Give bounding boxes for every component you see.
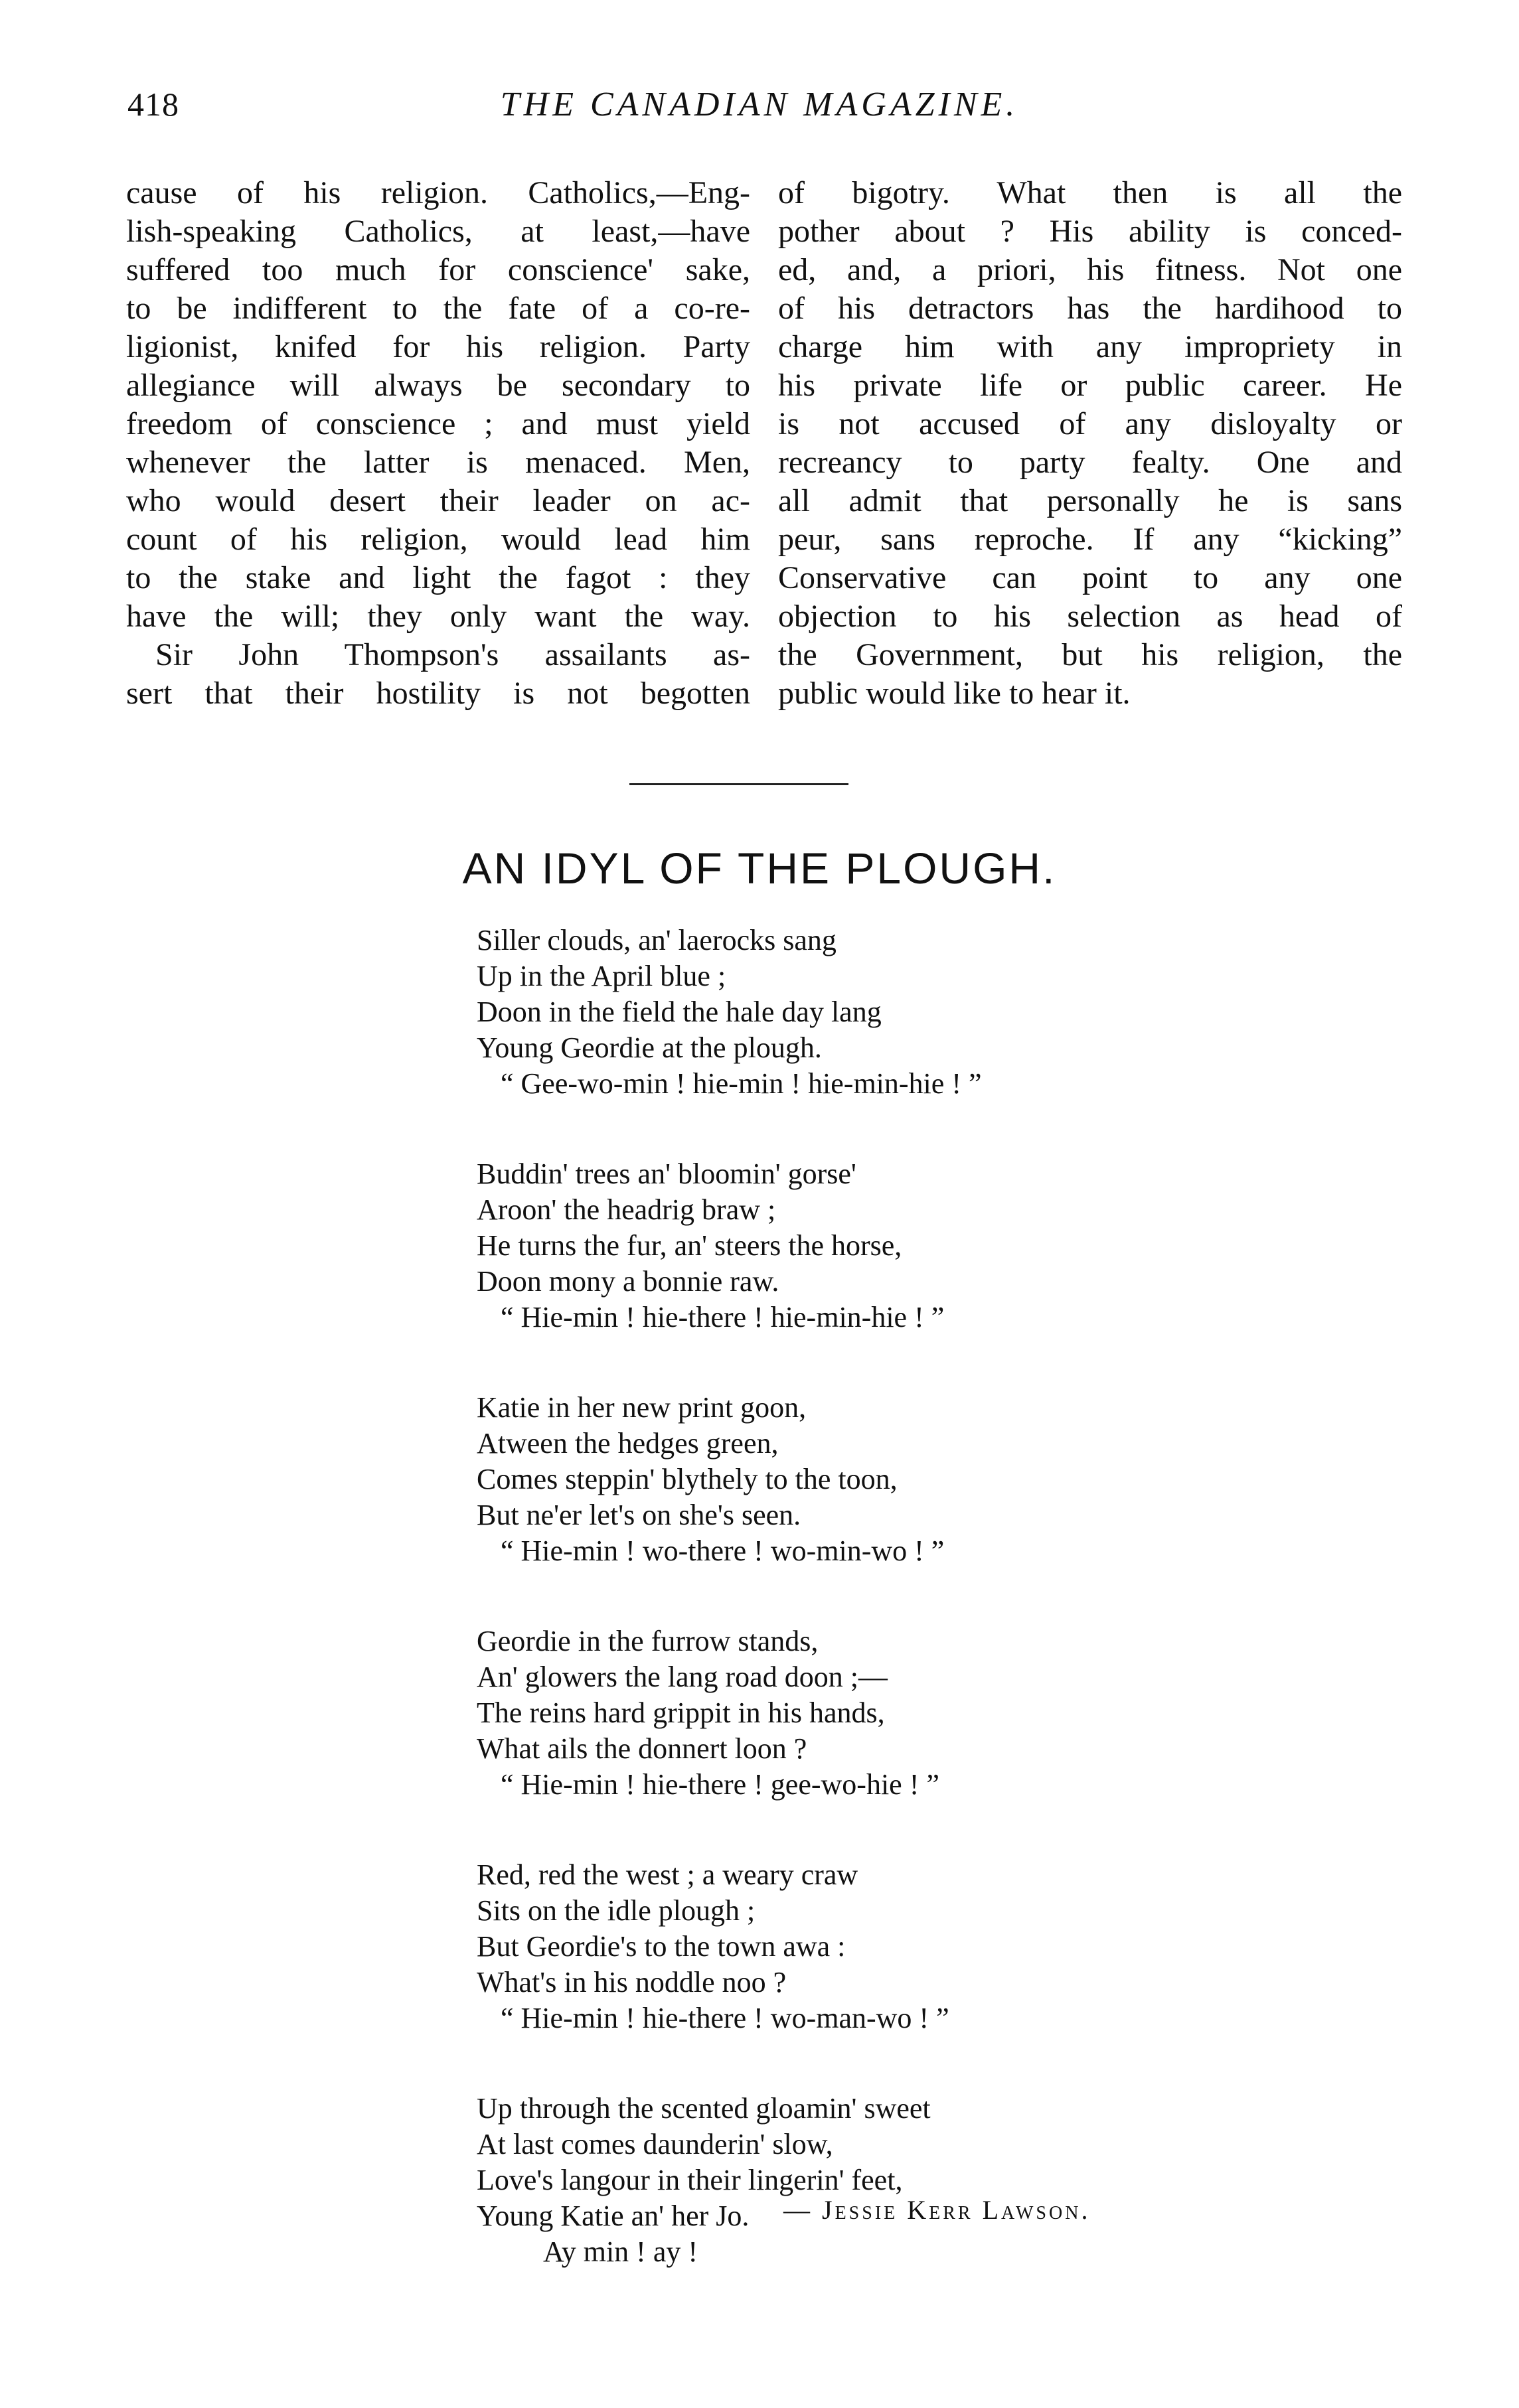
poem-line: Katie in her new print goon, (477, 1391, 807, 1424)
text-line: ligionist, knifed for his religion. Party (126, 329, 750, 364)
poem-line: He turns the fur, an' steers the horse, (477, 1229, 902, 1262)
text-line: whenever the latter is menaced. Men, (126, 445, 750, 480)
poem-line: Doon in the field the hale day lang (477, 996, 882, 1028)
poem-refrain: “ Gee-wo-min ! hie-min ! hie-min-hie ! ” (501, 1067, 982, 1100)
text-line: count of his religion, would lead him (126, 522, 750, 557)
text-line: Conservative can point to any one (778, 560, 1402, 595)
text-line: cause of his religion. Catholics,—Eng- (126, 175, 750, 210)
text-line: who would desert their leader on ac- (126, 483, 750, 518)
poem-stanza (477, 2091, 1207, 2270)
poem-line: But ne'er let's on she's seen. (477, 1499, 801, 1531)
poem-line: Sits on the idle plough ; (477, 1894, 756, 1927)
text-line: his private life or public career. He (778, 368, 1402, 403)
text-line: to be indifferent to the fate of a co-re- (126, 291, 750, 326)
text-line: charge him with any impropriety in (778, 329, 1402, 364)
poem-stanza (477, 1390, 1207, 1569)
poem-line: What's in his noddle noo ? (477, 1966, 787, 1998)
page-number: 418 (127, 86, 179, 123)
poem-line: Doon mony a bonnie raw. (477, 1265, 779, 1298)
poem-line: The reins hard grippit in his hands, (477, 1696, 885, 1729)
text-line: of bigotry. What then is all the (778, 175, 1402, 210)
text-line: public would like to hear it. (778, 676, 1131, 711)
text-line: lish-speaking Catholics, at least,—have (126, 214, 750, 249)
poem-line: Young Katie an' her Jo. (477, 2200, 750, 2232)
text-line: suffered too much for conscience' sake, (126, 252, 750, 287)
poem-line: Siller clouds, an' laerocks sang (477, 924, 837, 956)
poem-line: Love's langour in their lingerin' feet, (477, 2164, 903, 2196)
text-line: all admit that personally he is sans (778, 483, 1402, 518)
poem-line: Up through the scented gloamin' sweet (477, 2092, 931, 2125)
page-header (0, 85, 1519, 131)
poem-line: Up in the April blue ; (477, 960, 726, 992)
text-line: pother about ? His ability is conced- (778, 214, 1402, 249)
poem-line: Red, red the west ; a weary craw (477, 1858, 858, 1891)
poem-line: Aroon' the headrig braw ; (477, 1193, 776, 1226)
text-line: is not accused of any disloyalty or (778, 406, 1402, 441)
text-line: ed, and, a priori, his fitness. Not one (778, 252, 1402, 287)
text-line: allegiance will always be secondary to (126, 368, 750, 403)
poem-line: Buddin' trees an' bloomin' gorse' (477, 1158, 856, 1190)
poem-stanza (477, 923, 1207, 1102)
author-signature: — Jessie Kerr Lawson. (783, 2195, 1091, 2225)
text-line: have the will; they only want the way. (126, 599, 750, 634)
poem-refrain: “ Hie-min ! wo-there ! wo-min-wo ! ” (501, 1535, 945, 1567)
poem-line: Young Geordie at the plough. (477, 1031, 822, 1064)
text-line: recreancy to party fealty. One and (778, 445, 1402, 480)
section-divider (629, 783, 848, 785)
poem-line: Comes steppin' blythely to the toon, (477, 1463, 898, 1495)
poem-stanza (477, 1156, 1207, 1335)
article-left-column (126, 174, 750, 713)
poem-body (477, 923, 1207, 2270)
text-line: the Government, but his religion, the (778, 637, 1402, 672)
poem-refrain: “ Hie-min ! hie-there ! wo-man-wo ! ” (501, 2002, 949, 2034)
article-right-column (778, 174, 1402, 713)
poem-line: At last comes daunderin' slow, (477, 2128, 833, 2160)
poem-refrain: “ Hie-min ! hie-there ! gee-wo-hie ! ” (501, 1768, 939, 1801)
poem-line: Geordie in the furrow stands, (477, 1625, 819, 1657)
poem-line: An' glowers the lang road doon ;— (477, 1661, 888, 1693)
poem-line: What ails the donnert loon ? (477, 1732, 807, 1765)
text-line: Sir John Thompson's assailants as- (155, 637, 750, 672)
poem-stanza (477, 1623, 1207, 1803)
text-line: peur, sans reproche. If any “kicking” (778, 522, 1402, 557)
poem-line: But Geordie's to the town awa : (477, 1930, 846, 1963)
running-title: THE CANADIAN MAGAZINE. (500, 86, 1019, 123)
poem-line: Atween the hedges green, (477, 1427, 779, 1460)
poem-title: AN IDYL OF THE PLOUGH. (462, 844, 1057, 893)
poem-stanza (477, 1857, 1207, 2036)
text-line: of his detractors has the hardihood to (778, 291, 1402, 326)
text-line: sert that their hostility is not begotten (126, 676, 750, 711)
poem-refrain: “ Hie-min ! hie-there ! hie-min-hie ! ” (501, 1301, 945, 1333)
text-line: to the stake and light the fagot : they (126, 560, 750, 595)
text-line: freedom of conscience ; and must yield (126, 406, 750, 441)
poem-closing-line: Ay min ! ay ! (543, 2235, 698, 2268)
text-line: objection to his selection as head of (778, 599, 1402, 634)
